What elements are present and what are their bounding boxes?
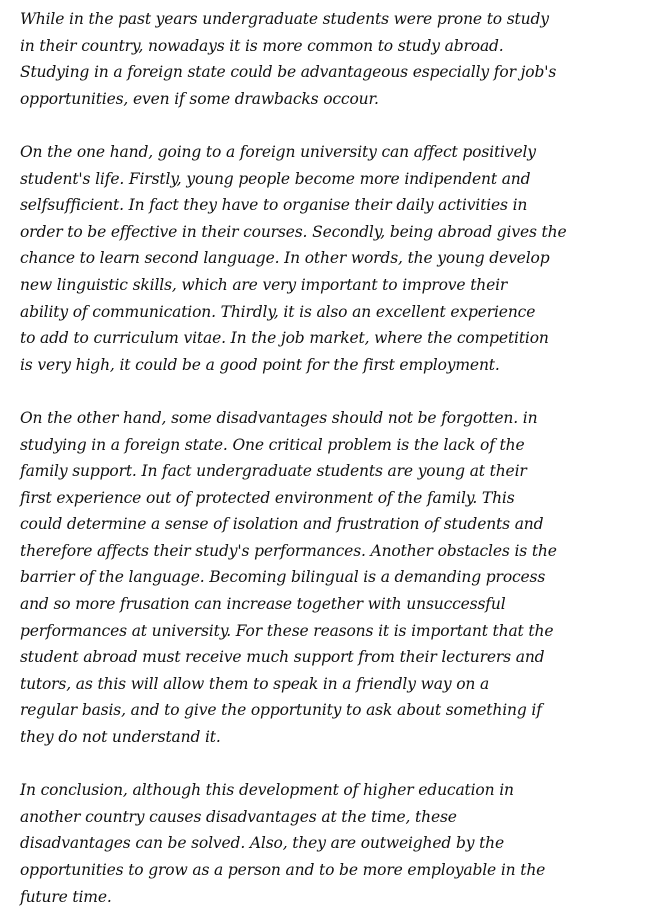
- text-line: regular basis, and to give the opportunity to ask about something if: [20, 701, 542, 720]
- text-line: future time.: [20, 887, 112, 906]
- text-line: they do not understand it.: [20, 728, 221, 747]
- text-line: In conclusion, although this development of higher education in: [20, 781, 514, 800]
- text-line: family support. In fact undergraduate students are young at their: [20, 462, 527, 481]
- text-line: and so more frusation can increase together with unsuccessful: [20, 595, 506, 614]
- text-line: Studying in a foreign state could be advantageous especially for job's: [20, 63, 557, 82]
- text-line: opportunities to grow as a person and to be more employable in the: [20, 861, 546, 879]
- text-line: selfsufficient. In fact they have to organise their daily activities in: [20, 196, 528, 215]
- paragraph-spacer: [20, 112, 640, 139]
- paragraph-spacer: [20, 751, 640, 778]
- text-line: in their country, nowadays it is more common to study abroad.: [20, 36, 504, 55]
- text-line: chance to learn second language. In other words, the young develop: [20, 249, 550, 268]
- text-line: While in the past years undergraduate students were prone to study: [20, 10, 549, 28]
- text-line: is very high, it could be a good point for the first employment.: [20, 355, 500, 374]
- text-line: ability of communication. Thirdly, it is also an excellent experience: [20, 302, 536, 321]
- paragraph-conclusion: [20, 777, 640, 910]
- text-line: new linguistic skills, which are very important to improve their: [20, 275, 508, 294]
- paragraph-introduction: [20, 6, 640, 112]
- text-line: another country causes disadvantages at the time, these: [20, 807, 457, 826]
- text-line: student abroad must receive much support from their lecturers and: [20, 648, 545, 667]
- text-line: On the one hand, going to a foreign university can affect positively: [20, 142, 536, 161]
- text-line: to add to curriculum vitae. In the job market, where the competition: [20, 329, 549, 348]
- text-line: studying in a foreign state. One critical problem is the lack of the: [20, 435, 525, 454]
- text-line: student's life. Firstly, young people become more indipendent and: [20, 169, 531, 188]
- text-line: performances at university. For these reasons it is important that the: [20, 621, 554, 640]
- text-line: first experience out of protected environment of the family. This: [20, 488, 515, 507]
- paragraph-spacer: [20, 378, 640, 405]
- text-line: could determine a sense of isolation and frustration of students and: [20, 515, 544, 534]
- text-line: opportunities, even if some drawbacks occour.: [20, 89, 379, 108]
- text-line: barrier of the language. Becoming bilingual is a demanding process: [20, 568, 546, 587]
- text-line: On the other hand, some disadvantages should not be forgotten. in: [20, 408, 538, 427]
- paragraph-disadvantages: [20, 405, 640, 751]
- paragraph-advantages: [20, 139, 640, 378]
- text-line: disadvantages can be solved. Also, they are outweighed by the: [20, 834, 505, 853]
- text-line: therefore affects their study's performances. Another obstacles is the: [20, 541, 557, 560]
- text-line: tutors, as this will allow them to speak in a friendly way on a: [20, 674, 490, 693]
- text-line: order to be effective in their courses. Secondly, being abroad gives the: [20, 222, 567, 241]
